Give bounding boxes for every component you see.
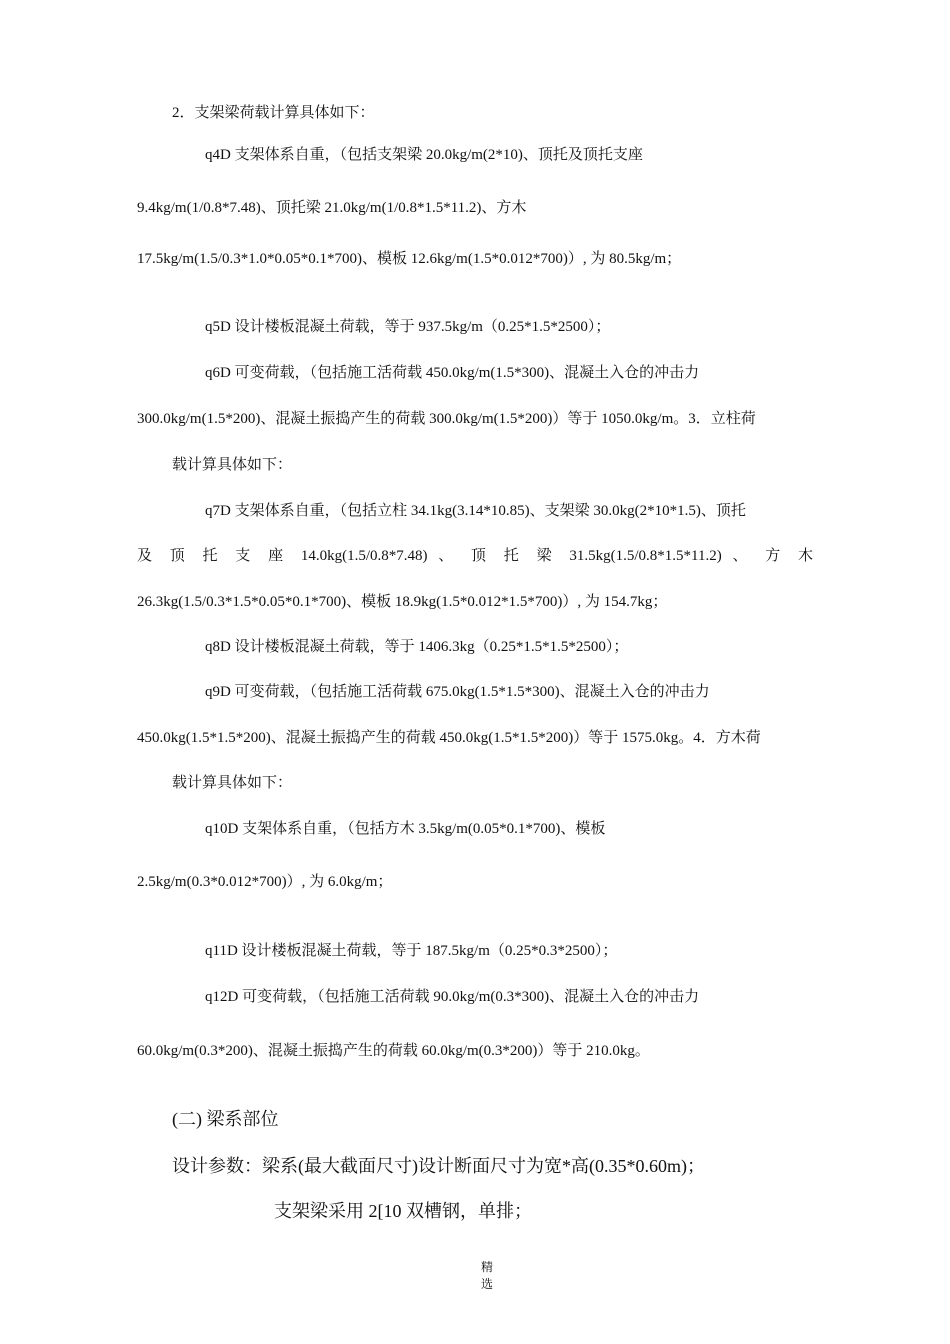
q9d-line-2: 450.0kg(1.5*1.5*200)、混凝土振捣产生的荷载 450.0kg(1.5*1.5*200)）等于 1575.0kg。4．方木荷 (137, 730, 761, 746)
q4d-line-1: q4D 支架体系自重，（包括支架梁 20.0kg/m(2*10)、顶托及顶托支座 (205, 147, 643, 163)
q7d-line-3: 26.3kg(1.5/0.3*1.5*0.05*0.1*700)、模板 18.9kg(1.5*0.012*1.5*700)）, 为 154.7kg； (137, 594, 668, 610)
q11d-line: q11D 设计楼板混凝土荷载，等于 187.5kg/m（0.25*0.3*2500）； (205, 943, 618, 959)
q4d-line-2: 9.4kg/m(1/0.8*7.48)、顶托梁 21.0kg/m(1/0.8*1.5*11.2)、方木 (137, 200, 527, 216)
q10d-line-1: q10D 支架体系自重，（包括方木 3.5kg/m(0.05*0.1*700)、模板 (205, 821, 606, 837)
footer-char-1: 精 (480, 1260, 493, 1274)
q10d-line-2: 2.5kg/m(0.3*0.012*700)）, 为 6.0kg/m； (137, 874, 393, 890)
q7d-line-2: 及 顶 托 支 座 14.0kg(1.5/0.8*7.48) 、 顶 托 梁 31.5kg(1.5/0.8*1.5*11.2) 、 方 木 (137, 548, 813, 564)
q7d-line-1: q7D 支架体系自重，（包括立柱 34.1kg(3.14*10.85)、支架梁 30.0kg(2*10*1.5)、顶托 (205, 503, 746, 519)
q9d-line-3: 载计算具体如下： (172, 775, 293, 791)
q4d-line-3: 17.5kg/m(1.5/0.3*1.0*0.05*0.1*700)、模板 12.6kg/m(1.5*0.012*700)）, 为 80.5kg/m； (137, 251, 682, 267)
q6d-line-2: 300.0kg/m(1.5*200)、混凝土振捣产生的荷载 300.0kg/m(1.5*200)）等于 1050.0kg/m。3．立柱荷 (137, 411, 756, 427)
design-parameters: 设计参数：梁系(最大截面尺寸)设计断面尺寸为宽*高(0.35*0.60m)； (172, 1156, 705, 1176)
q12d-line-1: q12D 可变荷载，（包括施工活荷载 90.0kg/m(0.3*300)、混凝土入仓的冲击力 (205, 989, 700, 1005)
q5d-line: q5D 设计楼板混凝土荷载，等于 937.5kg/m（0.25*1.5*2500）； (205, 319, 611, 335)
q6d-line-1: q6D 可变荷载，（包括施工活荷载 450.0kg/m(1.5*300)、混凝土入仓的冲击力 (205, 365, 700, 381)
q6d-line-3: 载计算具体如下： (172, 457, 293, 473)
support-beam-spec: 支架梁采用 2[10 双槽钢，单排； (274, 1201, 532, 1221)
section-heading-2: 2．支架梁荷载计算具体如下： (172, 105, 375, 121)
beam-section-heading: (二) 梁系部位 (172, 1109, 279, 1129)
footer-char-2: 选 (480, 1277, 493, 1291)
q9d-line-1: q9D 可变荷载，（包括施工活荷载 675.0kg(1.5*1.5*300)、混凝土入仓的冲击力 (205, 684, 710, 700)
page-footer (480, 1259, 494, 1293)
q8d-line: q8D 设计楼板混凝土荷载，等于 1406.3kg（0.25*1.5*1.5*2500）； (205, 639, 629, 655)
q12d-line-2: 60.0kg/m(0.3*200)、混凝土振捣产生的荷载 60.0kg/m(0.3*200)）等于 210.0kg。 (137, 1043, 650, 1059)
